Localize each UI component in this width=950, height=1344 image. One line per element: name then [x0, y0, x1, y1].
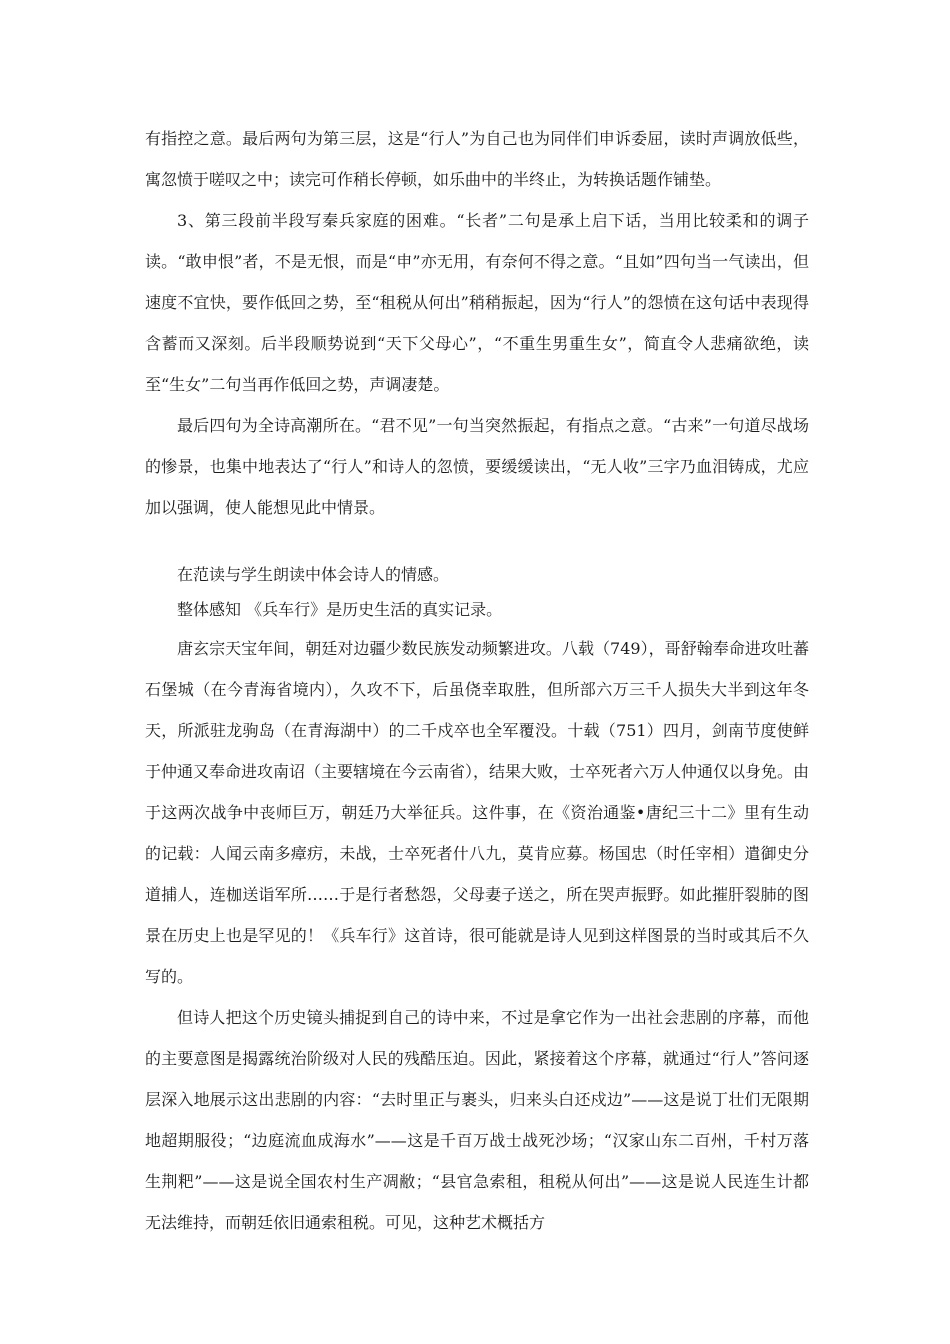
paragraph-2: 3、第三段前半段写秦兵家庭的困难。“长者”二句是承上启下话，当用比较柔和的调子读。“敢申恨”者，不是无恨，而是“申”亦无用，有奈何不得之意。“且如”四句当一气读出，但速度不宜快，要作低回之势，至“租税从何出”稍稍振起，因为“行人”的怨愤在这句话中表现得含蓄而又深刻。后半段顺势说到“天下父母心”，“不重生男重生女”，简直令人悲痛欲绝，读至“生女”二句当再作低回之势，声调凄楚。: [145, 211, 809, 394]
paragraph-3: 最后四句为全诗高潮所在。“君不见”一句当突然振起，有指点之意。“古来”一句道尽战场的惨景，也集中地表达了“行人”和诗人的忽愤，要缓缓读出，“无人收”三字乃血泪铸成，尤应加以强调，使人能想见此中情景。: [145, 416, 809, 517]
paragraph-5: 整体感知 《兵车行》是历史生活的真实记录。: [177, 600, 503, 619]
paragraph-7: 但诗人把这个历史镜头捕捉到自己的诗中来，不过是拿它作为一出社会悲剧的序幕，而他的主要意图是揭露统治阶级对人民的残酷压迫。因此，紧接着这个序幕，就通过“行人”答问逐层深入地展示这出悲剧的内容：“去时里正与裹头，归来头白还戍边”——这是说丁壮们无限期地超期服役；“边庭流血成海水”——这是千百万战士战死沙场；“汉家山东二百州，千村万落生荆粑”——这是说全国农村生产凋敝；“县官急索租，租税从何出”——这是说人民连生计都无法维持，而朝廷依旧通索租税。可见，这种艺术概括方: [145, 1008, 809, 1232]
paragraph-4: 在范读与学生朗读中体会诗人的情感。: [177, 565, 450, 584]
document-body: [145, 118, 809, 1243]
paragraph-spacer: [145, 528, 809, 558]
paragraph-1: 有指控之意。最后两句为第三层，这是“行人”为自己也为同伴们申诉委屈，读时声调放低些，寓忽愤于嗟叹之中；读完可作稍长停顿，如乐曲中的半终止，为转换话题作铺垫。: [145, 129, 809, 189]
paragraph-6: 唐玄宗天宝年间，朝廷对边疆少数民族发动频繁进攻。八载（749），哥舒翰奉命进攻吐蕃石堡城（在今青海省境内），久攻不下，后虽侥幸取胜，但所部六万三千人损失大半到这年冬天，所派驻龙驹岛（在青海湖中）的二千戍卒也全军覆没。十载（751）四月，剑南节度使鲜于仲通又奉命进攻南诏（主要辖境在今云南省），结果大败，士卒死者六万人仲通仅以身免。由于这两次战争中丧师巨万，朝廷乃大举征兵。这件事，在《资治通鉴•唐纪三十二》里有生动的记载：人闻云南多瘴疠，未战，士卒死者什八九，莫肯应募。杨国忠（时任宰相）遣御史分道捕人，连枷送诣军所……于是行者愁怨，父母妻子送之，所在哭声振野。如此摧肝裂肺的图景在历史上也是罕见的！《兵车行》这首诗，很可能就是诗人见到这样图景的当时或其后不久写的。: [145, 639, 810, 986]
